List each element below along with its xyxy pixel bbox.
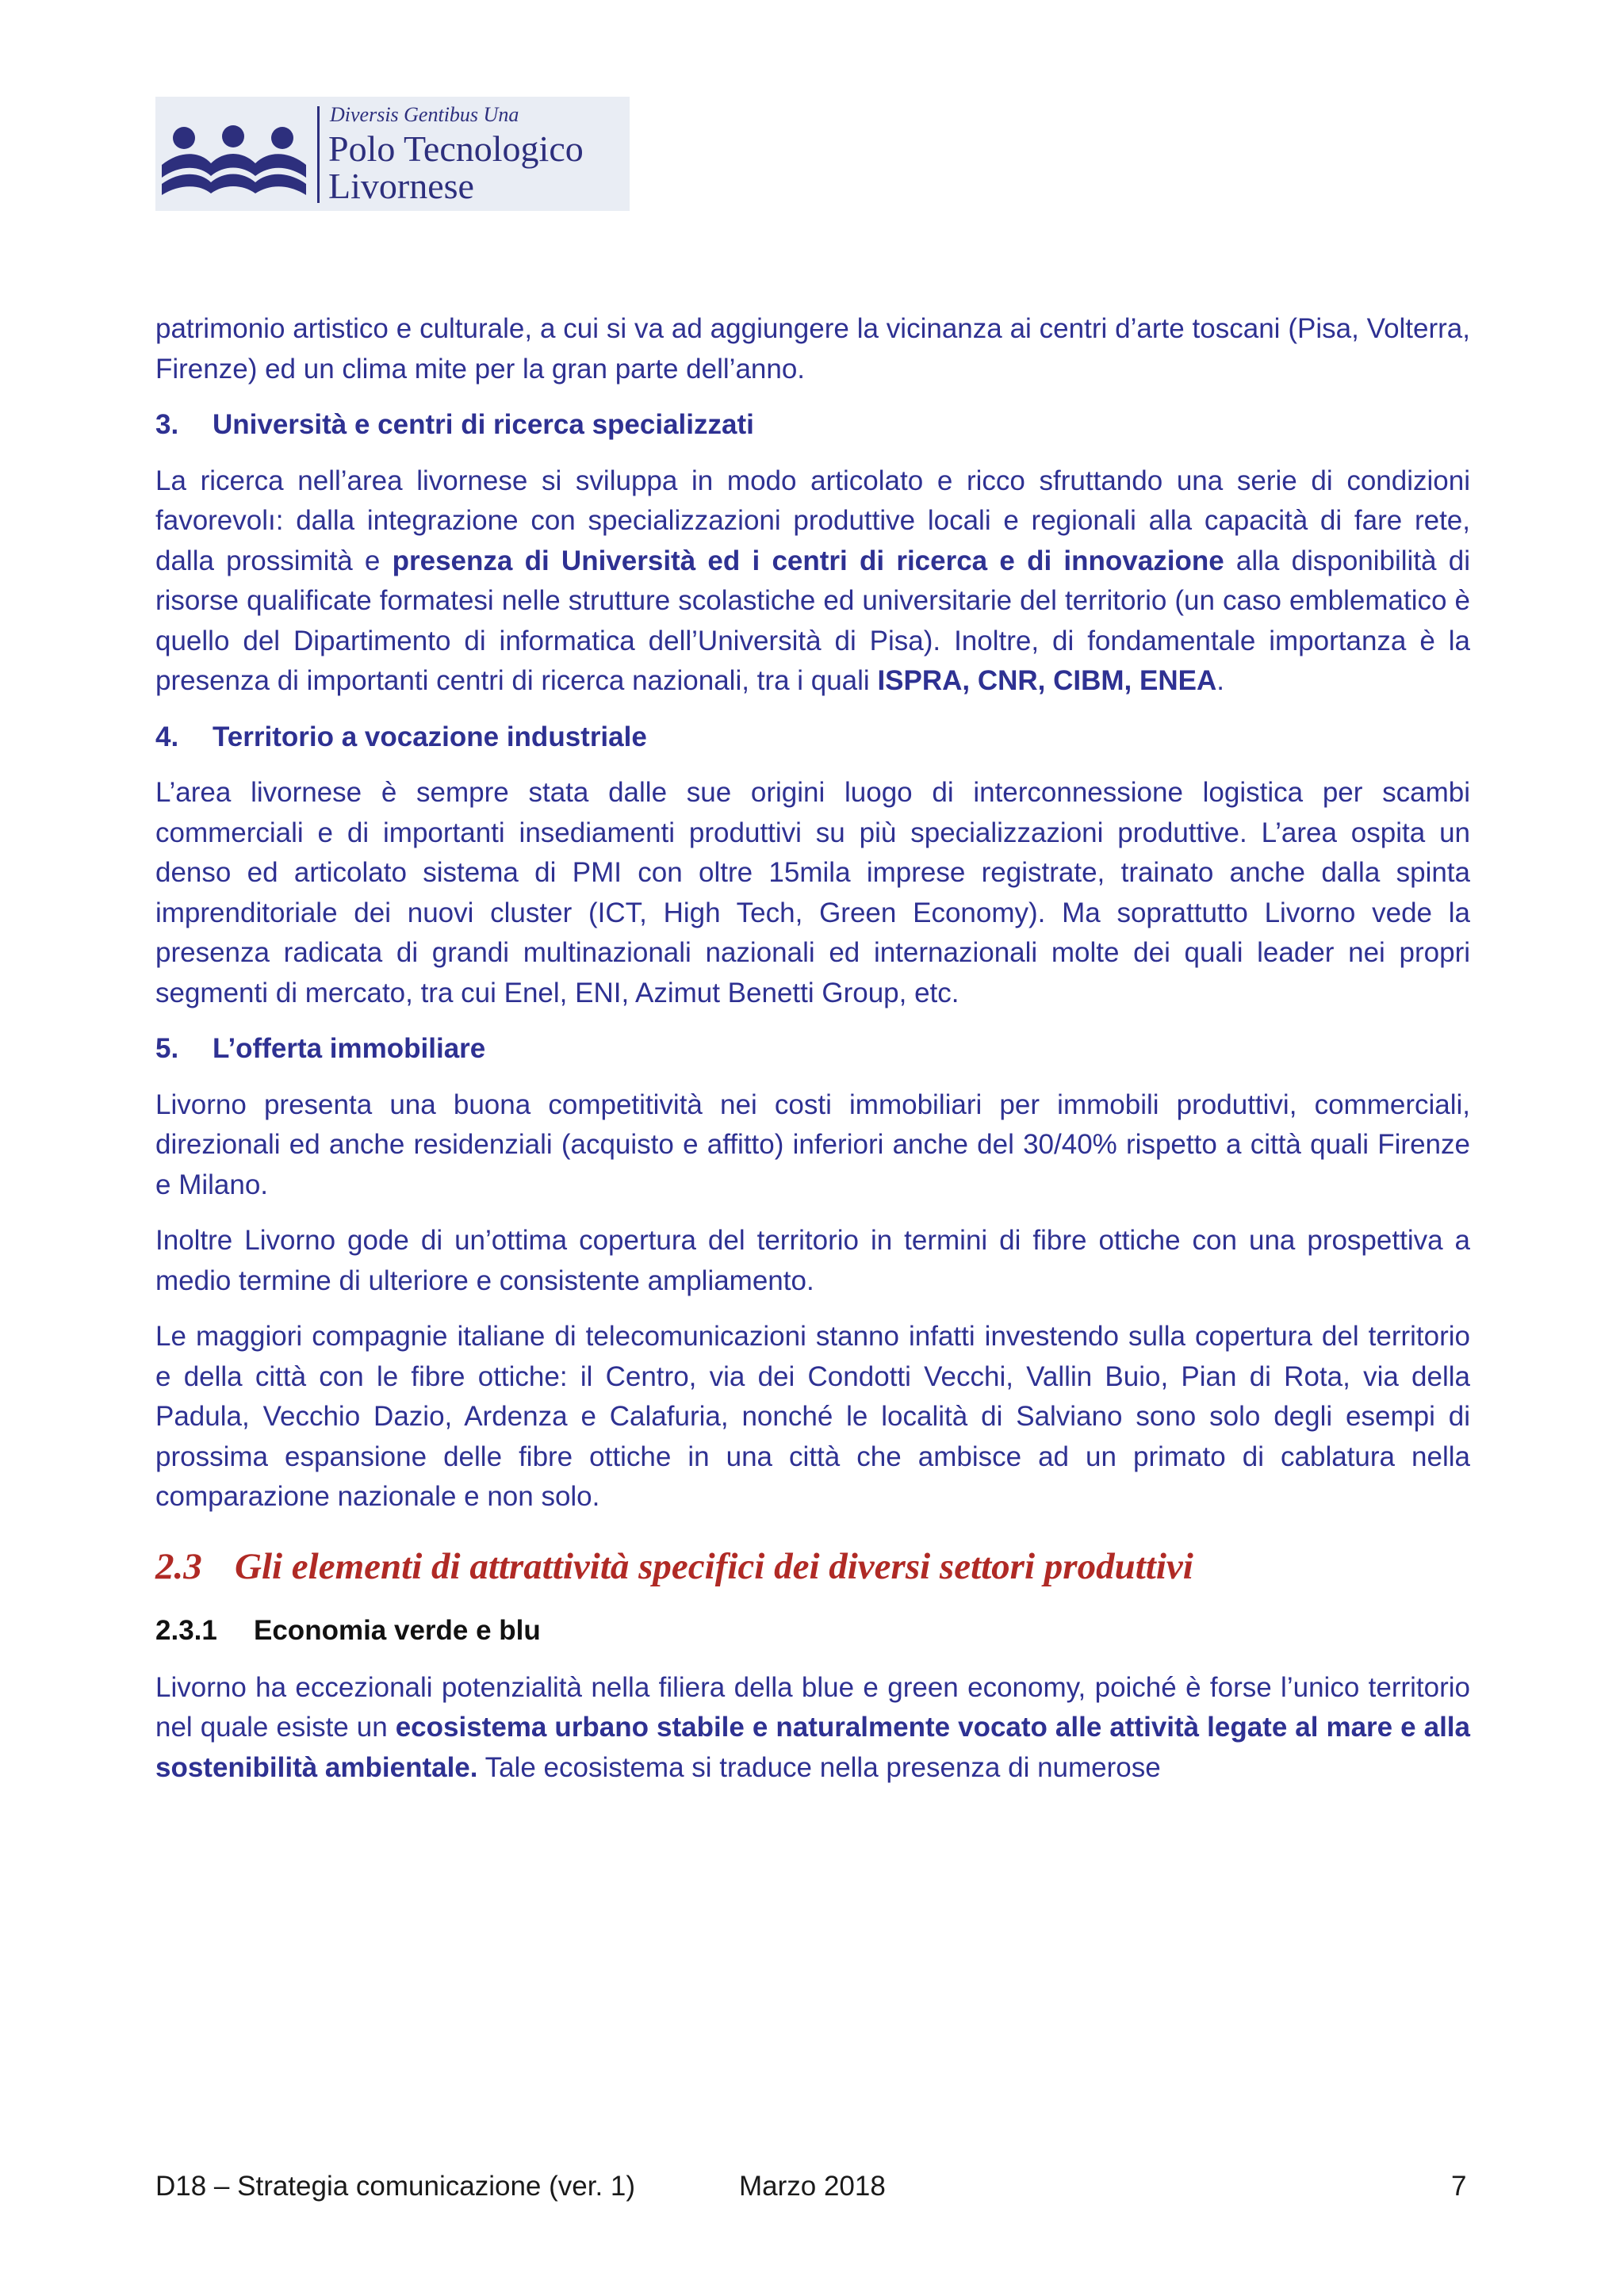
- subsection-2-3-1-bold: ecosistema urbano stabile e naturalmente vocato alle attività legate al mare e alla sostenibilità ambientale.: [155, 1712, 1470, 1783]
- footer-page-number: 7: [1451, 2171, 1467, 2202]
- item-3-paragraph: [155, 461, 1470, 702]
- subsection-2-3-1-text-2: Tale ecosistema si traduce nella presenza di numerose: [477, 1751, 1161, 1783]
- logo-name-line1: Polo Tecnologico: [328, 128, 584, 169]
- item-5-number: 5.: [155, 1033, 179, 1064]
- item-3-title: Università e centri di ricerca specializzati: [213, 409, 754, 440]
- footer-date: Marzo 2018: [739, 2171, 886, 2202]
- item-3-text-3: .: [1216, 665, 1224, 696]
- section-2-3-heading: [155, 1541, 1470, 1592]
- subsection-2-3-1-number: 2.3.1: [155, 1614, 217, 1646]
- subsection-2-3-1-heading: [155, 1611, 1470, 1651]
- item-3-heading: [155, 405, 1470, 446]
- subsection-2-3-1-paragraph: [155, 1668, 1470, 1789]
- logo-motto: Diversis Gentibus Una: [330, 103, 519, 126]
- logo-name: [328, 130, 630, 205]
- intro-paragraph: patrimonio artistico e culturale, a cui si va ad aggiungere la vicinanza ai centri d’arte toscani (Pisa, Volterra, Firenze) ed un clima mite per la gran parte dell’anno.: [155, 313, 1470, 385]
- section-2-3-number: 2.3: [155, 1545, 202, 1587]
- item-3-text-1: La ricerca nell’area livornese si sviluppa in modo articolato e ricco sfruttando una serie di condizioni favorevolı: dalla integrazione con specializzazioni produttive locali e regionali alla capacità di fare rete, dalla prossimità e: [155, 465, 1470, 576]
- polo-tecnologico-logo: [155, 97, 630, 211]
- item-4-title: Territorio a vocazione industriale: [213, 721, 647, 752]
- wave-dots-logo-icon: [155, 97, 312, 211]
- item-5-paragraph-3: Le maggiori compagnie italiane di telecomunicazioni stanno infatti investendo sulla copertura del territorio e della città con le fibre ottiche: il Centro, via dei Condotti Vecchi, Vallin Buio, Pian di Rota, via della Padula, Vecchio Dazio, Ardenza e Calafuria, nonché le località di Salviano sono solo degli esempi di prossima espansione delle fibre ottiche in una città che ambisce ad un primato di cablatura nella comparazione nazionale e non solo.: [155, 1321, 1470, 1512]
- item-3-bold-2: ISPRA, CNR, CIBM, ENEA: [877, 665, 1217, 696]
- item-3-text-2: alla disponibilità di risorse qualificate formatesi nelle strutture scolastiche ed universitarie del territorio (un caso emblematico è quello del Dipartimento di informatica dell’Università di Pisa). Inoltre, di fondamentale importanza è la presenza di importanti centri di ricerca nazionali, tra i quali: [155, 545, 1470, 696]
- item-4-number: 4.: [155, 721, 179, 752]
- subsection-2-3-1-title: Economia verde e blu: [254, 1614, 541, 1646]
- logo-name-line2: Livornese: [328, 166, 474, 206]
- item-5-heading: [155, 1029, 1470, 1070]
- subsection-2-3-1-text-1: Livorno ha eccezionali potenzialità nella filiera della blue e green economy, poiché è forse l’unico territorio nel quale esiste un: [155, 1671, 1470, 1743]
- footer-document-label: D18 – Strategia comunicazione (ver. 1): [155, 2171, 636, 2202]
- section-2-3-title: Gli elementi di attrattività specifici dei diversi settori produttivi: [235, 1545, 1193, 1587]
- document-body: [155, 309, 1470, 1804]
- item-5-title: L’offerta immobiliare: [213, 1033, 486, 1064]
- logo-divider: [317, 106, 320, 203]
- item-3-number: 3.: [155, 409, 179, 440]
- item-5-paragraph-1: Livorno presenta una buona competitività nei costi immobiliari per immobili produttivi, commerciali, direzionali ed anche residenziali (acquisto e affitto) inferiori anche del 30/40% rispetto a città quali Firenze e Milano.: [155, 1089, 1470, 1200]
- item-4-paragraph: L’area livornese è sempre stata dalle sue origini luogo di interconnessione logistica per scambi commerciali e di importanti insediamenti produttivi su più specializzazioni produttive. L’area ospita un denso ed articolato sistema di PMI con oltre 15mila imprese registrate, trainato anche dalla spinta imprenditoriale dei nuovi cluster (ICT, High Tech, Green Economy). Ma soprattutto Livorno vede la presenza radicata di grandi multinazionali nazionali ed internazionali molte dei quali leader nei propri segmenti di mercato, tra cui Enel, ENI, Azimut Benetti Group, etc.: [155, 777, 1470, 1008]
- item-5-paragraph-2: Inoltre Livorno gode di un’ottima copertura del territorio in termini di fibre ottiche con una prospettiva a medio termine di ulteriore e consistente ampliamento.: [155, 1225, 1470, 1296]
- item-3-bold-1: presenza di Università ed i centri di ricerca e di innovazione: [392, 545, 1224, 576]
- item-4-heading: [155, 718, 1470, 758]
